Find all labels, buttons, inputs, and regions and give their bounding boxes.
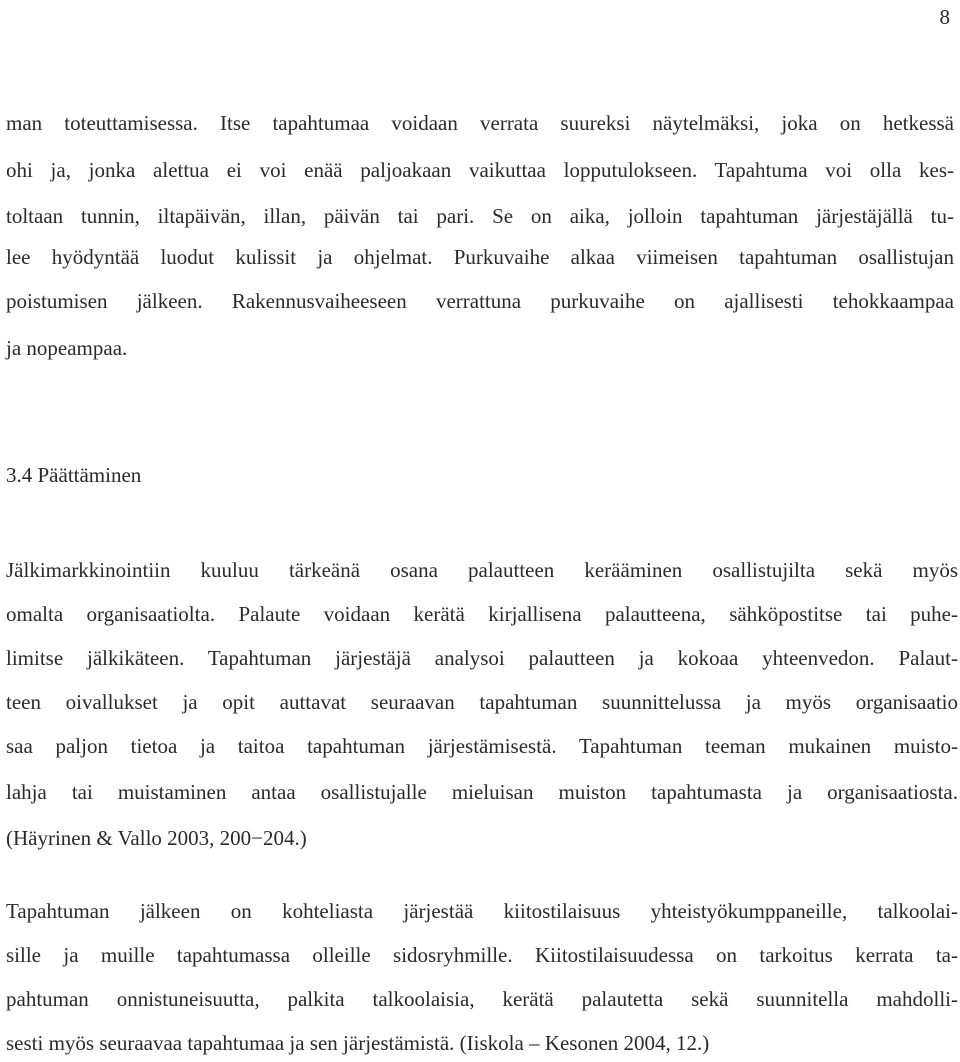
text-line: lahja tai muistaminen antaa osallistujalle mieluisan muiston tapahtumasta ja organisaatiosta. [6,780,958,804]
text-line: teen oivallukset ja opit auttavat seuraavan tapahtuman suunnittelussa ja myös organisaatio [6,690,958,714]
text-line: poistumisen jälkeen. Rakennusvaiheeseen verrattuna purkuvaihe on ajallisesti tehokkaampaa [6,289,954,313]
text-line: ohi ja, jonka alettua ei voi enää paljoakaan vaikuttaa lopputulokseen. Tapahtuma voi olla kes- [6,158,954,182]
text-line: Tapahtuman jälkeen on kohteliasta järjestää kiitostilaisuus yhteistyökumppaneille, talkoolai- [6,899,958,923]
text-line: sesti myös seuraavaa tapahtumaa ja sen järjestämistä. (Iiskola – Kesonen 2004, 12.) [6,1031,710,1055]
text-line: man toteuttamisessa. Itse tapahtumaa voidaan verrata suureksi näytelmäksi, joka on hetkessä [6,111,954,135]
text-line: sille ja muille tapahtumassa olleille sidosryhmille. Kiitostilaisuudessa on tarkoitus kerrata ta- [6,943,958,967]
text-line: limitse jälkikäteen. Tapahtuman järjestäjä analysoi palautteen ja kokoaa yhteenvedon. Palaut- [6,646,958,670]
text-line: (Häyrinen & Vallo 2003, 200−204.) [6,826,307,850]
text-line: Jälkimarkkinointiin kuuluu tärkeänä osana palautteen kerääminen osallistujilta sekä myös [6,558,958,582]
text-line: omalta organisaatiolta. Palaute voidaan kerätä kirjallisena palautteena, sähköpostitse tai puhe- [6,602,958,626]
page-number: 8 [939,5,950,29]
text-line: saa paljon tietoa ja taitoa tapahtuman järjestämisestä. Tapahtuman teeman mukainen muisto- [6,734,958,758]
text-line: pahtuman onnistuneisuutta, palkita talkoolaisia, kerätä palautetta sekä suunnitella mahdolli- [6,987,958,1011]
text-line: toltaan tunnin, iltapäivän, illan, päivän tai pari. Se on aika, jolloin tapahtuman järjestäjällä tu- [6,204,954,228]
section-heading: 3.4 Päättäminen [6,463,142,487]
text-line: ja nopeampaa. [6,336,128,360]
text-line: lee hyödyntää luodut kulissit ja ohjelmat. Purkuvaihe alkaa viimeisen tapahtuman osallistujan [6,245,954,269]
